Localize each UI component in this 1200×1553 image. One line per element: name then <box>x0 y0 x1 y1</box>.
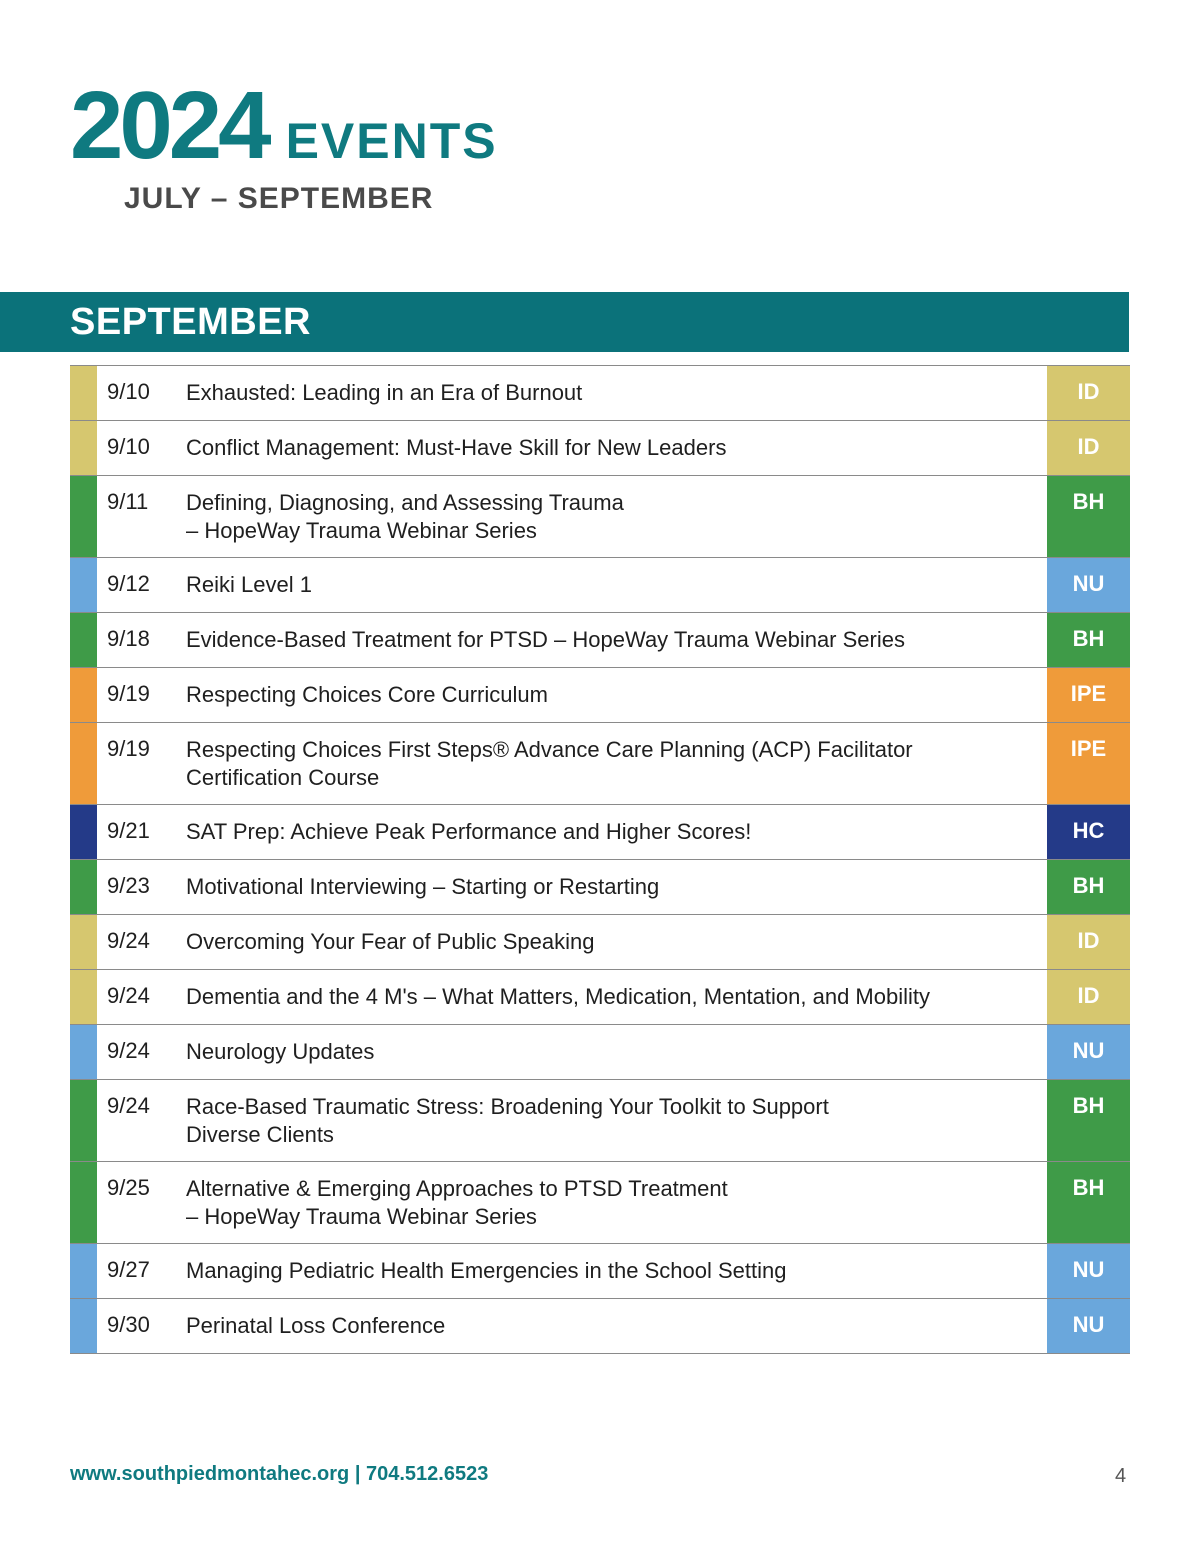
event-date: 9/27 <box>107 1257 150 1282</box>
event-title-line: Neurology Updates <box>186 1039 375 1064</box>
table-row <box>70 1080 1130 1162</box>
event-title[interactable] <box>186 1299 1047 1353</box>
event-title-line: Conflict Management: Must-Have Skill for New Leaders <box>186 435 727 460</box>
table-row <box>70 860 1130 915</box>
category-color-strip <box>70 1025 97 1079</box>
table-row <box>70 421 1130 476</box>
category-color-strip <box>70 970 97 1024</box>
category-color-strip <box>70 476 97 557</box>
category-badge: NU <box>1047 1244 1130 1298</box>
table-row <box>70 613 1130 668</box>
event-title[interactable] <box>186 723 1047 804</box>
table-row <box>70 476 1130 558</box>
category-color-strip <box>70 1299 97 1353</box>
category-color-strip <box>70 915 97 969</box>
event-title[interactable] <box>186 366 1047 420</box>
category-color-strip <box>70 723 97 804</box>
event-title[interactable] <box>186 915 1047 969</box>
table-row <box>70 1162 1130 1244</box>
event-title[interactable] <box>186 1025 1047 1079</box>
category-badge: ID <box>1047 915 1130 969</box>
category-badge: NU <box>1047 558 1130 612</box>
event-date: 9/12 <box>107 571 150 596</box>
category-color-strip <box>70 1244 97 1298</box>
event-title-line: Managing Pediatric Health Emergencies in the School Setting <box>186 1258 787 1283</box>
footer-contact[interactable]: www.southpiedmontahec.org | 704.512.6523 <box>70 1463 489 1485</box>
page-header <box>70 72 498 179</box>
table-row <box>70 558 1130 613</box>
event-title[interactable] <box>186 558 1047 612</box>
category-badge: IPE <box>1047 723 1130 804</box>
month-label: SEPTEMBER <box>70 300 311 343</box>
event-title[interactable] <box>186 1244 1047 1298</box>
event-title-line: Respecting Choices Core Curriculum <box>186 682 548 707</box>
event-date: 9/11 <box>107 489 149 514</box>
event-date: 9/24 <box>107 1093 150 1118</box>
event-title-line: Respecting Choices First Steps® Advance Care Planning (ACP) Facilitator <box>186 737 913 762</box>
category-badge: BH <box>1047 1162 1130 1243</box>
category-color-strip <box>70 421 97 475</box>
event-date: 9/25 <box>107 1175 150 1200</box>
table-row <box>70 1244 1130 1299</box>
event-title-line: Diverse Clients <box>186 1122 334 1147</box>
event-title-line: Dementia and the 4 M's – What Matters, Medication, Mentation, and Mobility <box>186 984 930 1009</box>
table-row <box>70 723 1130 805</box>
event-title[interactable] <box>186 613 1047 667</box>
event-title-line: Evidence-Based Treatment for PTSD – HopeWay Trauma Webinar Series <box>186 627 905 652</box>
category-badge: ID <box>1047 970 1130 1024</box>
event-title[interactable] <box>186 421 1047 475</box>
category-color-strip <box>70 1162 97 1243</box>
event-date: 9/19 <box>107 736 150 761</box>
event-date: 9/24 <box>107 1038 150 1063</box>
table-row <box>70 1025 1130 1080</box>
event-title[interactable] <box>186 970 1047 1024</box>
title-line <box>70 72 498 179</box>
event-title[interactable] <box>186 860 1047 914</box>
event-date: 9/24 <box>107 983 150 1008</box>
event-title-line: Motivational Interviewing – Starting or Restarting <box>186 874 660 899</box>
category-color-strip <box>70 1080 97 1161</box>
category-color-strip <box>70 805 97 859</box>
event-title[interactable] <box>186 668 1047 722</box>
table-row <box>70 915 1130 970</box>
category-badge: IPE <box>1047 668 1130 722</box>
event-title[interactable] <box>186 1162 1047 1243</box>
table-row <box>70 1299 1130 1354</box>
event-title-line: – HopeWay Trauma Webinar Series <box>186 1204 537 1229</box>
event-date: 9/19 <box>107 681 150 706</box>
table-row <box>70 970 1130 1025</box>
event-title-line: Race-Based Traumatic Stress: Broadening Your Toolkit to Support <box>186 1094 829 1119</box>
table-row <box>70 805 1130 860</box>
date-range-subtitle: JULY – SEPTEMBER <box>124 182 434 215</box>
event-date: 9/21 <box>107 818 150 843</box>
event-title-line: Perinatal Loss Conference <box>186 1313 446 1338</box>
category-badge: ID <box>1047 421 1130 475</box>
category-color-strip <box>70 668 97 722</box>
event-title-line: Defining, Diagnosing, and Assessing Trauma <box>186 490 624 515</box>
event-date: 9/10 <box>107 379 150 404</box>
category-badge: BH <box>1047 476 1130 557</box>
category-color-strip <box>70 558 97 612</box>
event-date: 9/30 <box>107 1312 150 1337</box>
year-heading: 2024 <box>70 72 268 179</box>
event-title-line: Overcoming Your Fear of Public Speaking <box>186 929 595 954</box>
table-row <box>70 366 1130 421</box>
page-number: 4 <box>1115 1465 1127 1487</box>
category-badge: BH <box>1047 860 1130 914</box>
event-date: 9/23 <box>107 873 150 898</box>
month-banner <box>0 292 1129 352</box>
category-badge: NU <box>1047 1299 1130 1353</box>
table-row <box>70 668 1130 723</box>
event-title-line: Reiki Level 1 <box>186 572 312 597</box>
event-title-line: Alternative & Emerging Approaches to PTSD Treatment <box>186 1176 728 1201</box>
event-title-line: Certification Course <box>186 765 380 790</box>
event-title-line: Exhausted: Leading in an Era of Burnout <box>186 380 583 405</box>
event-date: 9/24 <box>107 928 150 953</box>
events-heading: EVENTS <box>285 113 498 169</box>
category-badge: HC <box>1047 805 1130 859</box>
event-title-line: – HopeWay Trauma Webinar Series <box>186 518 537 543</box>
event-title[interactable] <box>186 476 1047 557</box>
category-color-strip <box>70 613 97 667</box>
event-date: 9/18 <box>107 626 150 651</box>
event-title[interactable] <box>186 1080 1047 1161</box>
category-badge: BH <box>1047 1080 1130 1161</box>
category-color-strip <box>70 860 97 914</box>
category-badge: NU <box>1047 1025 1130 1079</box>
event-date: 9/10 <box>107 434 150 459</box>
category-badge: BH <box>1047 613 1130 667</box>
event-title[interactable] <box>186 805 1047 859</box>
event-title-line: SAT Prep: Achieve Peak Performance and Higher Scores! <box>186 819 752 844</box>
category-color-strip <box>70 366 97 420</box>
events-table <box>70 365 1130 1354</box>
category-badge: ID <box>1047 366 1130 420</box>
